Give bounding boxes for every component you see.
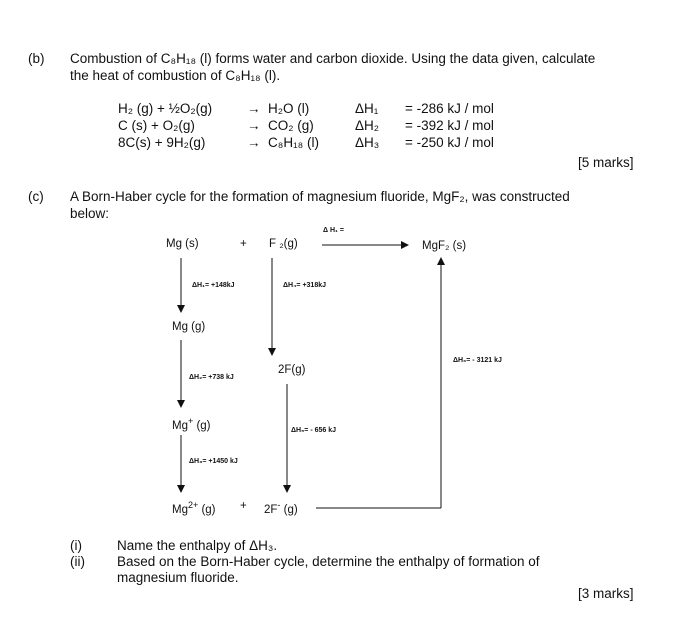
two-f-gas-label: 2F(g) (278, 364, 306, 376)
f-minus-gas-label: 2F- (g) (264, 500, 298, 516)
eq2-rhs: CO₂ (g) (268, 118, 314, 133)
sub-ii-text: Based on the Born-Haber cycle, determine the enthalpy of formation of (117, 554, 540, 569)
dh-738-label: ΔH₂= +738 kJ (189, 374, 234, 381)
eq1-arrow: → (247, 101, 261, 116)
dh-3121-label: ΔH₆= - 3121 kJ (453, 357, 502, 364)
sub-ii-label: (ii) (70, 554, 85, 569)
eq1-symbol: ΔH₁ (355, 101, 379, 116)
part-b-question-line1: Combustion of C₈H₁₈ (l) forms water and carbon dioxide. Using the data given, calculate (70, 51, 596, 66)
part-b-question-line2: the heat of combustion of C₈H₁₈ (l). (70, 68, 281, 83)
part-b-marks: [5 marks] (578, 155, 634, 170)
plus-sign: + (240, 238, 247, 250)
dh-1450-label: ΔH₃= +1450 kJ (189, 458, 238, 465)
part-b-label: (b) (28, 51, 45, 66)
eq3-value: = -250 kJ / mol (405, 135, 494, 150)
eq3-arrow: → (247, 135, 261, 150)
eq2-value: = -392 kJ / mol (405, 118, 494, 133)
eq3-symbol: ΔH₃ (355, 135, 380, 150)
eq2-lhs: C (s) + O₂(g) (118, 118, 195, 133)
eq2-arrow: → (247, 118, 261, 133)
dh-formation-label: Δ H₁ = (323, 227, 344, 234)
part-c-label: (c) (28, 189, 44, 204)
dh-656-label: ΔH₅= - 656 kJ (291, 427, 337, 434)
plus-sign-2: + (240, 500, 247, 512)
mg2-plus-gas-label: $Mg^{2+}$ (g) (172, 500, 216, 516)
dh-318-label: ΔH₄= +318kJ (283, 282, 327, 289)
sub-i-text: Name the enthalpy of ΔH₃. (117, 538, 278, 553)
sub-ii-text-line2: magnesium fluoride. (117, 570, 239, 585)
eq3-rhs: C₈H₁₈ (l) (268, 135, 319, 150)
sub-i-label: (i) (70, 538, 82, 553)
part-c-question-line2: below: (70, 206, 110, 221)
f2-gas-label: F ₂(g) (269, 238, 298, 250)
mg-plus-gas-label: Mg+ (g) (172, 416, 211, 432)
eq1-rhs: H₂O (l) (268, 101, 310, 116)
part-c-question-line1: A Born-Haber cycle for the formation of magnesium fluoride, MgF₂, was constructed (70, 189, 570, 204)
dh-148-label: ΔH₁= +148kJ (192, 282, 235, 289)
mg-solid-label: Mg (s) (166, 238, 199, 250)
mg-gas-label: Mg (g) (172, 321, 206, 333)
eq2-symbol: ΔH₂ (355, 118, 380, 133)
part-c-marks: [3 marks] (578, 586, 634, 601)
eq1-value: = -286 kJ / mol (405, 101, 494, 116)
mgf2-solid-label: MgF₂ (s) (422, 240, 467, 252)
eq3-lhs: 8C(s) + 9H₂(g) (118, 135, 206, 150)
eq1-lhs: H₂ (g) + ½O₂(g) (118, 101, 213, 116)
